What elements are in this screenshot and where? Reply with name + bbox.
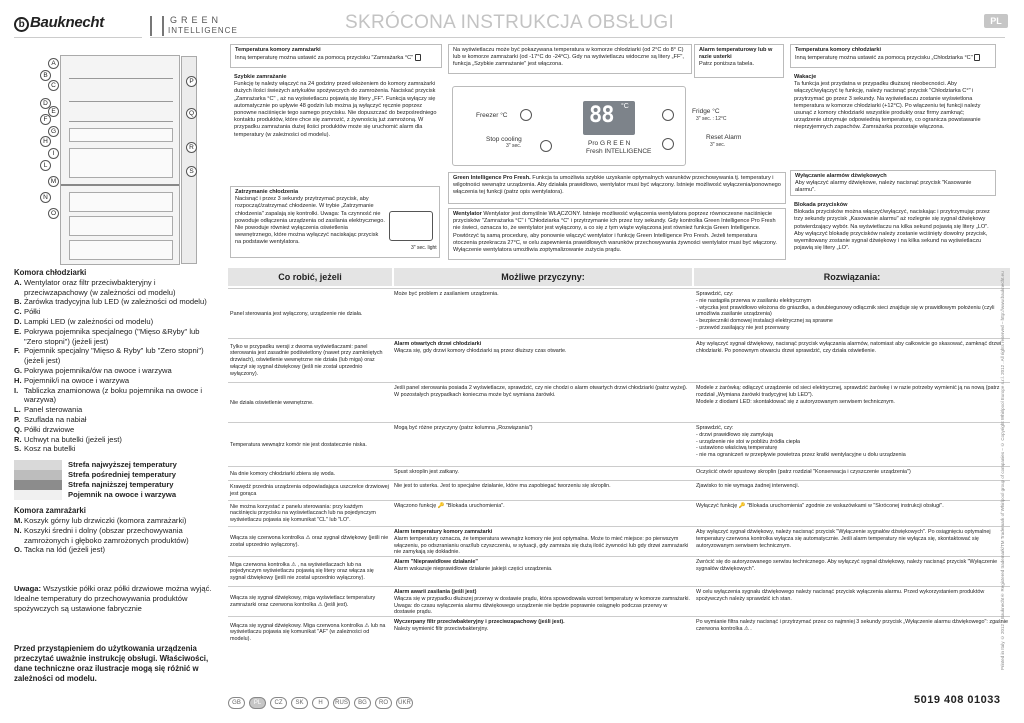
box-text: Funkcja ta umożliwia szybkie uzyskanie optymalnych warunków przechowywania tj. temperatury i wilgotności wewnątrz urządzenia. Aby działała prawidłowo, wentylator musi być włączony. Istnieje możliwość wyłączenia/ponownego włączenia tej funkcji (patrz opis wentylatora). [453, 175, 781, 196]
green-word-panel: G R E E N [599, 140, 631, 147]
box-heading: Green Intelligence Pro Fresh. [453, 175, 531, 181]
fridge-temp-button[interactable] [662, 109, 674, 121]
language-code-sk: SK [291, 697, 308, 709]
box-display-note: Na wyświetlaczu może być pokazywana temperatura w komorze chłodziarki (od 2°C do 8° C) lub w komorze zamrażarki (od -17°C do -24°C). Gdy na wyświetlaczu widoczne są litery „FF", funkcja „Szybkie zamrażanie" jest włączona. [448, 44, 692, 74]
zone-swatch [14, 470, 62, 480]
item-text: Koszyki średni i dolny (obszar przechowywania zamrożonych i głęboko zamrożonych produktów) [24, 525, 189, 545]
warning-note [14, 584, 219, 613]
reset-alarm-sub: 3" sec. [710, 142, 726, 148]
box-cooling-stop [230, 186, 440, 258]
fridge-label: Fridge °C [692, 108, 720, 115]
callout-label: L [40, 160, 51, 171]
box-vacation [790, 72, 996, 152]
table-cell: Zwrócić się do autoryzowanego serwisu technicznego. Aby wyłączyć sygnał dźwiękowy, należy nacisnąć przycisk "Wyłączenie sygnałów dźwiękowych". [696, 559, 998, 572]
item-key: O. [14, 545, 23, 555]
shelf-line [69, 101, 173, 102]
fresh-intelligence-label [586, 148, 651, 155]
header-divider [150, 37, 1005, 38]
box-text: Funkcję tę należy włączyć na 24 godziny przed włożeniem do komory zamrażarki dużych ilości świeżych artykułów spożywczych do zamrożenia. Naciskać przycisk „Zamrażarka °C" , aż na wyświetlaczu pojawią się litery „FF". Funkcja wyłączy się automatycznie po upływie 48 godzin lub można ją wyłączyć ręcznie poprzez ponowne naciśnięcie tego samego przycisku. Nie dopuszczać do bezpośredniego kontaktu produktów, które chce się zamrozić, z żywnością już zamrożoną. W przypadku zamrażania dużej ilości produktów może się uruchomić alarm dla temperatury (w zależności od modelu). [234, 81, 437, 138]
zone-swatch [14, 490, 62, 500]
list-item [14, 317, 219, 327]
box-text: Patrz poniższa tabela. [699, 61, 755, 68]
item-text: Pojemnik/i na owoce i warzywa [24, 375, 130, 385]
freezer-label: Freezer °C [476, 112, 508, 119]
callout-label: C [48, 80, 59, 91]
callout-label: S [186, 166, 197, 177]
item-key: D. [14, 316, 22, 326]
table-cell: Nie działa oświetlenie wewnętrzne. [230, 399, 314, 406]
special-container [69, 128, 173, 142]
warning-text: Wszystkie półki oraz półki drzwiowe można wyjąć. Idealne temperatury do przechowywania produktów spożywczych są ustawione fabrycznie [14, 584, 212, 613]
item-key: N. [14, 525, 22, 535]
table-row [228, 586, 1010, 616]
item-text: Tabliczka znamionowa (z boku pojemnika na owoce i warzywa) [24, 385, 203, 405]
list-item [14, 526, 219, 546]
callout-label: H [40, 136, 51, 147]
item-text: Pokrywa pojemnika/ów na owoce i warzywa [24, 365, 172, 375]
item-key: E. [14, 326, 22, 336]
list-item [14, 278, 219, 298]
fan-button-illustration [389, 211, 433, 241]
display-digits: 88 [589, 103, 614, 128]
fridge-heading: Komora chłodziarki [14, 268, 87, 277]
table-cell: Po wymianie filtra należy nacisnąć i przytrzymać przez co najmniej 3 sekundy przycisk „Wyłączenie alarmu dźwiękowego": zgaśnie czerwona kontrolka ⚠ . [696, 619, 1008, 632]
warning-label: Uwaga: [14, 584, 42, 593]
box-text: Nacisnąć i przez 3 sekundy przytrzymać przycisk, aby rozpocząć/zatrzymać chłodzenie. W trybie „Zatrzymanie chłodzenia" zapalają się kontrolki. Uwaga: Ta czynność nie powoduje odłączenia urządzenia od zasilania elektrycznego. Nie powoduje również wyłączenia oświetlenia wewnętrznego, które można wyłączyć naciskając przycisk na podstawie wentylatora. [235, 196, 385, 246]
vegetable-drawer [69, 148, 173, 178]
list-item [14, 346, 219, 366]
temperature-zone [14, 460, 219, 470]
table-cell: Alarm awarii zasilania (jeśli jest) Włącza się w przypadku dłuższej przerwy w dostawie prądu, która spowodowała wzrost temperatury w komorze zamrażarki. Uwaga: do czasu wyłączenia alarmu dźwiękowego urządzenie nie będzie poprawnie osiągnęło podczas przerwy w dostawie prądu. [394, 589, 690, 616]
item-text: Wentylator oraz filtr przeciwbakteryjny i przeciwzapachowy (w zależności od modelu) [24, 277, 176, 297]
box-text: Wentylator jest domyślnie WŁĄCZONY. Istnieje możliwość wyłączenia wentylatora poprzez równoczesne naciśnięcie przycisków "Zamrażarka °C" i "Chłodziarka °C" i przytrzymanie ich przez trzy sekundy. Gdy kontrolka Green Intelligence Pro Fresh nie świeci, oznacza to, że wentylator jest wyłączony, a co się z tym wiąże wyłączona jest również funkcja Green Intelligence. Powtórzyć tą samą procedurę, aby ponownie włączyć wentylator i funkcję Green Intelligence Pro Fresh. Jeżeli temperatura otoczenia przekracza 27°C, w celu zapewnienia prawidłowych warunków przechowywania żywności wentylator musi być włączony. Wyłączenie wentylatora umożliwia zoptymalizowanie zużycia prądu. [453, 211, 777, 254]
table-cell: Sprawdzić, czy: - drzwi prawidłowo się zamykają - urządzenie nie stoi w pobliżu źródła ciepła - ustawiono właściwą temperaturę - nie ma ograniczeń w przepływie powietrza przez kratki wentylacyjne u dołu urządzenia [696, 425, 906, 459]
table-row [228, 382, 1010, 422]
language-code-cz: CZ [270, 697, 287, 709]
zone-label: Pojemnik na owoce i warzywa [68, 490, 177, 500]
table-cell: Włącza się sygnał dźwiękowy. Miga czerwona kontrolka ⚠ lub na wyświetlaczu pojawia się komunikat "AF" (w zależności od modelu). [230, 622, 386, 643]
table-row [228, 288, 1010, 338]
callout-label: G [48, 126, 59, 137]
before-use-note: Przed przystąpieniem do użytkowania urządzenia przeczytać uważnie instrukcję obsługi. Właściwości, dane techniczne oraz ilustracje mogą się różnić w zależności od modelu. [14, 644, 209, 683]
temperature-zones [14, 460, 219, 500]
list-item [14, 297, 219, 307]
item-text: Pojemnik specjalny "Mięso & Ryby" lub "Zero stopni") (jeżeli jest) [24, 346, 204, 366]
box-freezer-temperature [230, 44, 442, 68]
item-text: Pokrywa pojemnika specjalnego ("Mięso &Ryby" lub "Zero stopni") (jeżeli jest) [24, 326, 200, 346]
table-cell: Alarm "Nieprawidłowe działanie" Alarm wskazuje nieprawidłowe działanie jakiejś części urządzenia. [394, 559, 553, 572]
table-row [228, 556, 1010, 586]
stop-cooling-label: Stop cooling [486, 136, 522, 143]
parts-list [14, 268, 219, 555]
box-heading: Wakacje [794, 74, 817, 80]
table-cell: Krawędź przednia urządzenia odpowiadająca uszczelce drzwiowej jest gorąca [230, 484, 389, 497]
item-key: C. [14, 307, 22, 317]
table-row [228, 466, 1010, 480]
callout-label: I [48, 148, 59, 159]
language-badge: PL [984, 14, 1008, 28]
intelligence-word-panel: INTELLIGENCE [604, 148, 652, 155]
zone-swatch [14, 460, 62, 470]
box-heading: Alarm temperaturowy lub w razie usterki [699, 47, 773, 61]
stop-cooling-sub: 3" sec. [506, 143, 522, 149]
list-item [14, 425, 219, 435]
freezer-basket-top [69, 192, 173, 212]
table-cell: Panel sterowania jest wyłączony, urządzenie nie działa. [230, 310, 363, 317]
temperature-zone [14, 480, 219, 490]
table-cell: Modele z żarówką: odłączyć urządzenie od sieci elektrycznej, sprawdzić żarówkę i w razie potrzeby wymienić ją na nową (patrz rozdział „Wymiana żarówki tradycyjnej lub LED"). Modele z diodami LED: skontaktować się z autoryzowanym serwisem technicznym. [696, 385, 1000, 405]
item-text: Tacka na lód (jeżeli jest) [24, 545, 106, 555]
item-key: L. [14, 405, 21, 415]
language-code-ro: RO [375, 697, 392, 709]
box-text: Inną temperaturę można ustawić za pomocą przycisku "Zamrażarka °C" [235, 55, 414, 62]
fridge-sub: 3" sec. : 12°C [696, 116, 727, 122]
stop-cooling-button[interactable] [540, 140, 552, 152]
list-item [14, 327, 219, 347]
intelligence-word: INTELLIGENCE [168, 26, 238, 35]
shelf-line [69, 78, 173, 79]
zone-label: Strefa najwyższej temperatury [68, 460, 177, 470]
table-cell: Jeśli panel sterowania posiada 2 wyświetlacze, sprawdzić, czy nie chodzi o alarm otwartych drzwi chłodziarki (patrz wyżej). W pozostałych przypadkach konieczna może być wymiana żarówki. [394, 385, 688, 398]
list-item [14, 545, 219, 555]
table-cell: Włącza się sygnał dźwiękowy, miga wyświetlacz temperatury zamrażarki oraz czerwona kontrolka ⚠ (jeśli jest). [230, 595, 376, 608]
list-item [14, 376, 219, 386]
box-key-lock [790, 200, 996, 260]
shelf-line [69, 121, 173, 122]
fresh-word: Fresh [586, 148, 603, 155]
box-heading: Blokada przycisków [794, 202, 848, 208]
language-code-ukr: UKR [396, 697, 413, 709]
zone-swatch [14, 480, 62, 490]
brand-name: Bauknecht [30, 14, 104, 31]
freezer-temp-button[interactable] [520, 109, 532, 121]
document-code: 5019 408 01033 [914, 694, 1001, 706]
callout-label: D [40, 98, 51, 109]
language-code-pl: PL [249, 697, 266, 709]
callout-label: B [40, 70, 51, 81]
zone-label: Strefa pośredniej temperatury [68, 470, 177, 480]
table-cell: Tylko w przypadku wersji z dwoma wyświetlaczami: panel sterowania jest zasadnie podświetlony (nawet przy zamkniętych drzwiach), oświetlenie wewnętrzne nie działa (lub miga) oraz włączył się sygnał dźwiękowy (jeśli nie został uprzednio wyłączony). [230, 343, 383, 377]
item-key: Q. [14, 424, 23, 434]
display-unit: °C [621, 103, 629, 110]
column-header: Możliwe przyczyny: [394, 268, 692, 286]
language-code-h: H [312, 697, 329, 709]
table-cell: Sprawdzić, czy: - nie nastąpiła przerwa w zasilaniu elektrycznym - wtyczka jest prawidłowo włożona do gniazdka, a dwubiegunowy odłącznik sieci znajduje się w prawidłowym położeniu (czyli umożliwia zasilanie urządzenia) - bezpieczniki domowej instalacji elektrycznej są sprawne - przewód zasilający nie jest przerwany [696, 291, 995, 331]
item-text: Półki [24, 307, 41, 317]
box-text: Aby wyłączyć alarmy dźwiękowe, należy nacisnąć przycisk "Kasowanie alarmu". [795, 180, 972, 194]
language-code-gb: GB [228, 697, 245, 709]
freezer-basket-middle [69, 216, 173, 236]
copyright-side-text: Printed in Italy © 2012 – Bauknecht® Registered trademark/TM Trademark of Whirlpool group of companies – © Copyright Whirlpool Europe s.r.l. 2012 . All rights reserved – http://www.bauknecht.eu [1000, 271, 1005, 670]
table-cell: Włącza się czerwona kontrolka ⚠ oraz sygnał dźwiękowy (jeśli nie został uprzednio wyłączony). [230, 535, 389, 548]
list-item [14, 386, 219, 406]
item-text: Uchwyt na butelki (jeżeli jest) [24, 434, 122, 444]
box-heading: Temperatura komory chłodziarki [795, 47, 882, 53]
table-cell: Nie można korzystać z panelu sterowania: przy każdym naciśnięciu przycisku na wyświetlaczach lub na pojedynczym wyświetlaczu pojawia się komunikat "CL" lub "LO". [230, 503, 376, 524]
list-item [14, 516, 219, 526]
list-item [14, 405, 219, 415]
item-text: Półki drzwiowe [24, 424, 75, 434]
table-cell: Alarm temperatury komory zamrażarki Alarm temperatury oznacza, że temperatura wewnątrz komory nie jest optymalna. Może to mieć miejsce: po pierwszym włączeniu, po odszranianiu oraz/lub czyszczeniu, w sytuacji, gdy zamraża się dużą ilość żywności lub gdy drzwi zamrażarki nie zamykają się dokładnie. [394, 529, 689, 556]
column-header: Co robić, jeżeli [228, 268, 392, 286]
box-temperature-alarm [694, 44, 784, 78]
box-heading: Zatrzymanie chłodzenia [235, 189, 299, 195]
callout-label: Q [186, 108, 197, 119]
fridge-items [14, 278, 219, 454]
freezer-basket-bottom [69, 240, 173, 260]
pro-fresh-label [588, 140, 630, 147]
box-green-pro-fresh [448, 172, 786, 204]
item-key: B. [14, 297, 22, 307]
table-cell: Oczyścić otwór spustowy skroplin (patrz rozdział "Konserwacja i czyszczenie urządzenia") [696, 469, 911, 475]
table-row [228, 338, 1010, 382]
box-heading: Szybkie zamrażanie [234, 74, 287, 80]
list-item [14, 366, 219, 376]
table-row [228, 480, 1010, 500]
item-text: Kosz na butelki [24, 444, 76, 454]
box-heading: Temperatura komory zamrażarki [235, 47, 321, 53]
freezer-items [14, 516, 219, 555]
table-cell: Spust skroplin jest zatkany. [394, 469, 459, 475]
list-item [14, 307, 219, 317]
temperature-display [583, 101, 635, 135]
compartment-separator [61, 184, 179, 186]
table-row [228, 526, 1010, 556]
temperature-zone [14, 470, 219, 480]
temperature-zone [14, 490, 219, 500]
box-alarm-off [790, 170, 996, 196]
table-cell: Na dnie komory chłodziarki zbiera się woda. [230, 470, 336, 477]
reset-alarm-button[interactable] [662, 138, 674, 150]
box-fridge-temperature [790, 44, 996, 68]
column-header: Rozwiązania: [694, 268, 1010, 286]
item-key: A. [14, 277, 22, 287]
brand-logo [14, 14, 104, 32]
button-icon [415, 54, 421, 61]
item-key: I. [14, 385, 19, 395]
hold-label: 3" sec. light [411, 245, 437, 251]
item-text: Szuflada na nabiał [24, 414, 87, 424]
list-item [14, 444, 219, 454]
green-intelligence-logo [150, 13, 238, 39]
item-key: F. [14, 346, 20, 356]
table-cell: Aby wyłączyć sygnał dźwiękowy, nacisnąć przycisk wyłączania alarmów, natomiast aby całkowicie go skasować, zamknąć drzwi chłodziarki. Po ponownym otwarciu drzwi sprawdzić, czy działa oświetlenie. [696, 341, 1002, 354]
language-code-bg: BG [354, 697, 371, 709]
item-text: Panel sterowania [24, 405, 83, 415]
callout-label: O [48, 208, 59, 219]
item-key: R. [14, 434, 22, 444]
troubleshooting-table [228, 268, 1010, 686]
header-divider-left [14, 37, 142, 38]
list-item [14, 415, 219, 425]
callout-label: F [40, 114, 51, 125]
table-cell: Wyczerpany filtr przeciwbakteryjny i przeciwzapachowy (jeśli jest). Należy wymienić filtr przeciwbakteryjny. [394, 619, 565, 632]
box-fast-freeze [230, 72, 442, 168]
item-text: Żarówka tradycyjna lub LED (w zależności od modelu) [24, 297, 207, 307]
item-key: P. [14, 414, 21, 424]
table-cell: Alarm otwartych drzwi chłodziarki Włącza się, gdy drzwi komory chłodziarki są przez dłuższy czas otwarte. [394, 341, 567, 354]
box-heading: Wyłączanie alarmów dźwiękowych [795, 173, 887, 179]
item-key: M. [14, 515, 23, 525]
table-row [228, 422, 1010, 466]
fridge-door [181, 56, 197, 264]
callout-label: P [186, 76, 197, 87]
callout-label: N [40, 192, 51, 203]
table-cell: Nie jest to usterka. Jest to specjalne działanie, które ma zapobiegać tworzeniu się skroplin. [394, 483, 611, 489]
fridge-illustration [60, 55, 180, 265]
callout-label: E [48, 106, 59, 117]
zone-label: Strefa najniższej temperatury [68, 480, 174, 490]
callout-label: M [48, 176, 59, 187]
table-row [228, 616, 1010, 648]
reset-alarm-label: Reset Alarm [706, 134, 742, 141]
item-text: Koszyk górny lub drzwiczki (komora zamrażarki) [24, 515, 187, 525]
pro-word: Pro [588, 140, 599, 147]
language-codes [228, 694, 1010, 716]
box-text: Inną temperaturę można ustawić za pomocą przycisku „Chłodziarka °C" [795, 55, 973, 62]
callout-label: A [48, 58, 59, 69]
box-text: Blokada przycisków można włączyć/wyłączyć, naciskając i przytrzymując przez trzy sekundy przycisk „Kasowanie alarmu" aż rozlegnie się sygnał dźwiękowy potwierdzający wybór. Na wyświetlaczu na kilka sekund pojawią się litery „LO". Aby wyłączyć blokadę przycisków należy zostanie wciśnięty dowolny przycisk, wyemitowany zostanie sygnał dźwiękowy i na kilka sekund na wyświetlaczu pojawią się litery „LO". [794, 209, 990, 252]
box-fan [448, 208, 786, 260]
green-word: GREEN [170, 15, 223, 25]
item-key: H. [14, 375, 22, 385]
table-cell: Może być problem z zasilaniem urządzenia. [394, 291, 499, 297]
box-heading: Wentylator [453, 211, 482, 217]
table-cell: Mogą być różne przyczyny (patrz kolumna „Rozwiązania") [394, 425, 533, 431]
table-cell: W celu wyłączenia sygnału dźwiękowego należy nacisnąć przycisk wyłączenia alarmu. Przed wykorzystaniem produktów spożywczych należy sprawdzić ich stan. [696, 589, 985, 602]
green-intelligence-bars-icon [150, 16, 164, 36]
freezer-heading: Komora zamrażarki [14, 506, 86, 516]
callout-label: R [186, 142, 197, 153]
button-icon [974, 54, 980, 61]
table-cell: Temperatura wewnątrz komór nie jest dostatecznie niska. [230, 441, 367, 448]
box-text: Ta funkcja jest przydatna w przypadku dłuższej nieobecności. Aby włączyć/wyłączyć tę funkcję, należy nacisnąć przycisk "Chłodziarka C°" i przytrzymać go przez 3 sekundy. Na wyświetlaczu zostanie wyświetlona temperatura w komorze chłodziarki (+12°C). Po włączeniu tej funkcji należy usunąć z komory chłodziarki wszystkie produkty oraz firmy zamknąć; urządzenie utrzymuje odpowiednią temperaturę, co ogranicza powstawanie nieprzyjemnych zapachów. Zamrażarka pozostaje włączona. [794, 81, 981, 131]
table-cell: Włączono funkcję 🔑 "Blokada uruchomienia". [394, 503, 505, 509]
table-cell: Wyłączyć funkcję 🔑 "Blokada uruchomienia" zgodnie ze wskazówkami w "Skróconej instrukcji obsługi". [696, 503, 944, 509]
brand-mark: b [14, 17, 29, 32]
item-key: S. [14, 444, 22, 454]
page-title: SKRÓCONA INSTRUKCJA OBSŁUGI [345, 12, 675, 33]
item-key: G. [14, 365, 23, 375]
table-cell: Miga czerwona kontrolka ⚠ , na wyświetlaczach lub na pojedynczym wyświetlaczu pojawią się litery oraz włącza się sygnał dźwiękowy (jeśli nie został uprzednio wyłączony). [230, 561, 374, 582]
table-cell: Aby wyłączyć sygnał dźwiękowy, należy nacisnąć przycisk "Wyłączenie sygnałów dźwiękowych". Po osiągnięciu optymalnej temperatury czerwona kontrolka wyłącza się automatycznie. Jeśli alarm temperatury nie wyłącza się, skontaktować się autoryzowanym serwisem technicznym. [696, 529, 991, 549]
item-text: Lampki LED (w zależności od modelu) [24, 316, 154, 326]
table-cell: Zjawisko to nie wymaga żadnej interwencji. [696, 483, 800, 489]
list-item [14, 435, 219, 445]
language-code-rus: RUS [333, 697, 350, 709]
table-row [228, 500, 1010, 526]
